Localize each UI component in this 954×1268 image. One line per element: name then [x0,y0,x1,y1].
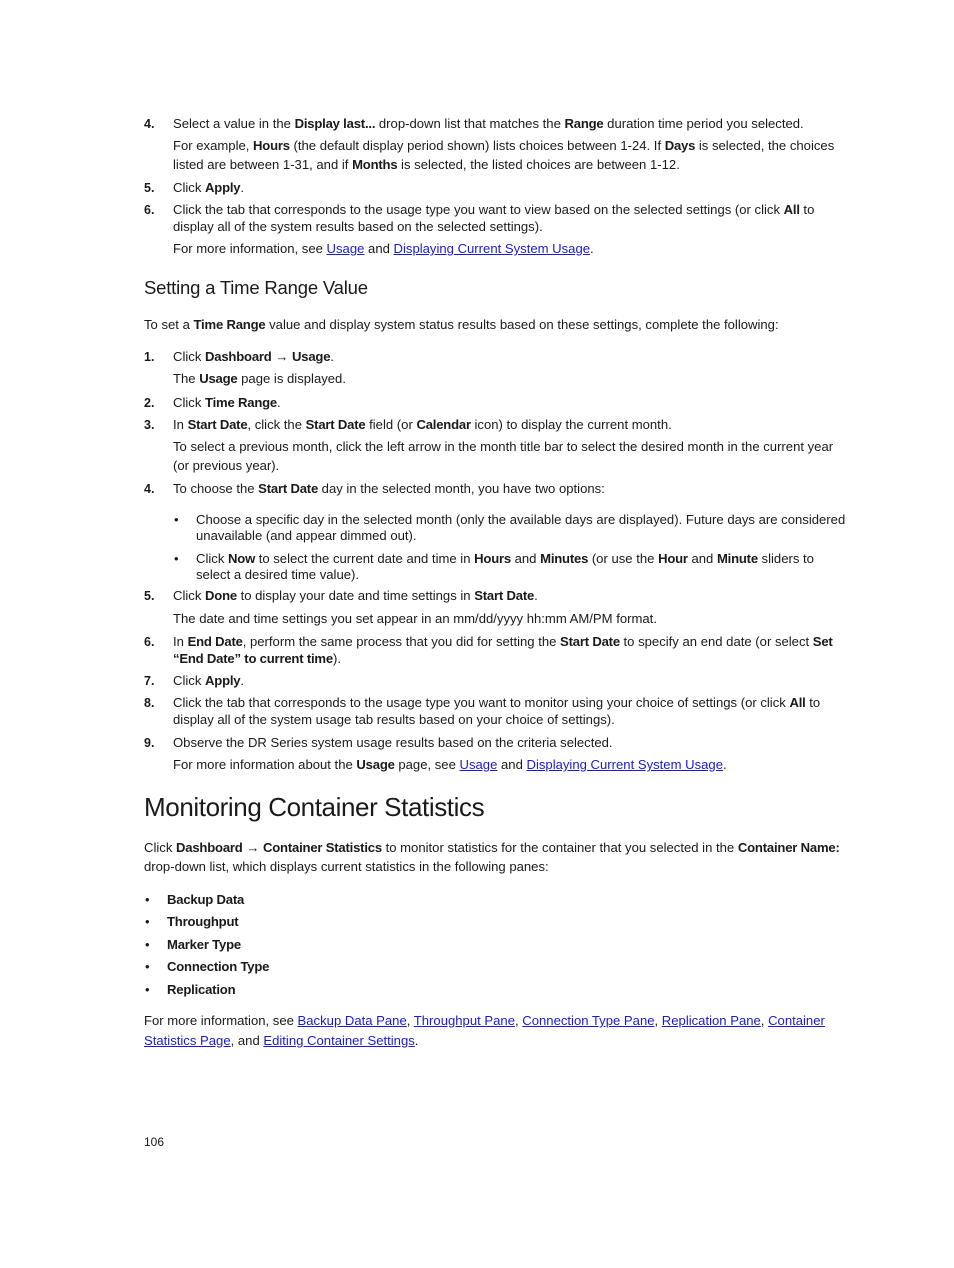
step-text: display all of the system usage tab results based on your choice of settings). [173,712,615,727]
step-text: Click Dashboard → Usage. [173,349,334,364]
link-connection-type-pane[interactable]: Connection Type Pane [522,1013,655,1028]
step-note: The date and time settings you set appear in an mm/dd/yyyy hh:mm AM/PM format. [173,611,657,626]
bullet-text: Click Now to select the current date and time in Hours and Minutes (or use the Hour and Minute sliders to [196,551,814,566]
step-text: Click Apply. [173,673,245,688]
more-info: For more information about the Usage page, see Usage and Displaying Current System Usage. [173,757,727,772]
step-number: 2. [144,396,155,410]
link-container-statistics-page[interactable]: Statistics Page [144,1033,231,1048]
container-intro: drop-down list, which displays current statistics in the following panes: [144,859,549,874]
link-throughput-pane[interactable]: Throughput Pane [413,1013,515,1028]
bullet-text: select a desired time value). [196,567,360,582]
step-text: Observe the DR Series system usage results based on the criteria selected. [173,735,613,750]
step-text: Click the tab that corresponds to the usage type you want to view based on the selected settings (or click All to [173,202,815,217]
bullet-text: unavailable (and appear dimmed out). [196,528,417,543]
bullet-marker: • [145,959,150,974]
step-number: 4. [144,117,155,131]
link-replication-pane[interactable]: Replication Pane [661,1013,761,1028]
more-info: For more information, see Backup Data Pane, Throughput Pane, Connection Type Pane, Replication Pane, Container [144,1013,825,1028]
step-number: 8. [144,696,155,710]
link-editing-container-settings[interactable]: Editing Container Settings [263,1033,415,1048]
step-number: 5. [144,589,155,603]
pane-list-item: Connection Type [167,959,270,974]
page-number: 106 [144,1135,165,1149]
step-text: To choose the Start Date day in the selected month, you have two options: [173,481,605,496]
pane-list-item: Replication [167,982,236,997]
link-displaying-current-system-usage[interactable]: Displaying Current System Usage [393,241,591,256]
step-number: 3. [144,418,155,432]
step-text: “End Date” to current time). [173,651,341,666]
step-number: 9. [144,736,155,750]
step-text: In Start Date, click the Start Date field (or Calendar icon) to display the current month. [173,417,672,432]
link-usage[interactable]: Usage [459,757,498,772]
main-heading: Monitoring Container Statistics [144,792,485,822]
link-displaying-current-system-usage[interactable]: Displaying Current System Usage [526,757,723,772]
link-usage[interactable]: Usage [326,241,365,256]
section-heading: Setting a Time Range Value [144,277,368,298]
pane-list-item: Backup Data [167,892,245,907]
step-note: To select a previous month, click the left arrow in the month title bar to select the desired month in the current year [173,439,834,454]
pane-list-item: Marker Type [167,937,241,952]
bullet-marker: • [145,937,150,952]
pane-list-item: Throughput [167,914,239,929]
step-text: display all of the system results based on the selected settings). [173,219,543,234]
step-text: Click Time Range. [173,395,281,410]
bullet-marker: • [174,512,179,527]
step-note: (or previous year). [173,458,280,473]
step-text: Select a value in the Display last... drop-down list that matches the Range duration time period you selected. [173,116,804,131]
step-text: In End Date, perform the same process that you did for setting the Start Date to specify an end date (or select Set [173,634,833,649]
intro-paragraph: To set a Time Range value and display system status results based on these settings, complete the following: [144,317,779,332]
link-container-statistics-page[interactable]: Container [768,1013,825,1028]
bullet-marker: • [145,892,150,907]
step-text: Click the tab that corresponds to the usage type you want to monitor using your choice of settings (or click All to [173,695,821,710]
step-note: The Usage page is displayed. [173,371,346,386]
link-backup-data-pane[interactable]: Backup Data Pane [297,1013,407,1028]
step-note: For example, Hours (the default display period shown) lists choices between 1-24. If Days is selected, the choices [173,138,835,153]
bullet-marker: • [174,551,179,566]
more-info: For more information, see Usage and Displaying Current System Usage. [173,241,594,256]
step-text: Click Done to display your date and time settings in Start Date. [173,588,538,603]
step-number: 4. [144,482,155,496]
step-number: 6. [144,635,155,649]
more-info: Statistics Page, and Editing Container Settings. [144,1033,419,1048]
step-number: 5. [144,181,155,195]
container-intro: Click Dashboard → Container Statistics to monitor statistics for the container that you selected in the Container Name: [144,840,840,855]
step-number: 1. [144,350,155,364]
step-note: listed are between 1-31, and if Months is selected, the listed choices are between 1-12. [173,157,680,172]
step-number: 7. [144,674,155,688]
step-text: Click Apply. [173,180,245,195]
step-number: 6. [144,203,155,217]
bullet-marker: • [145,982,150,997]
bullet-text: Choose a specific day in the selected month (only the available days are displayed). Future days are considered [196,512,846,527]
bullet-marker: • [145,914,150,929]
